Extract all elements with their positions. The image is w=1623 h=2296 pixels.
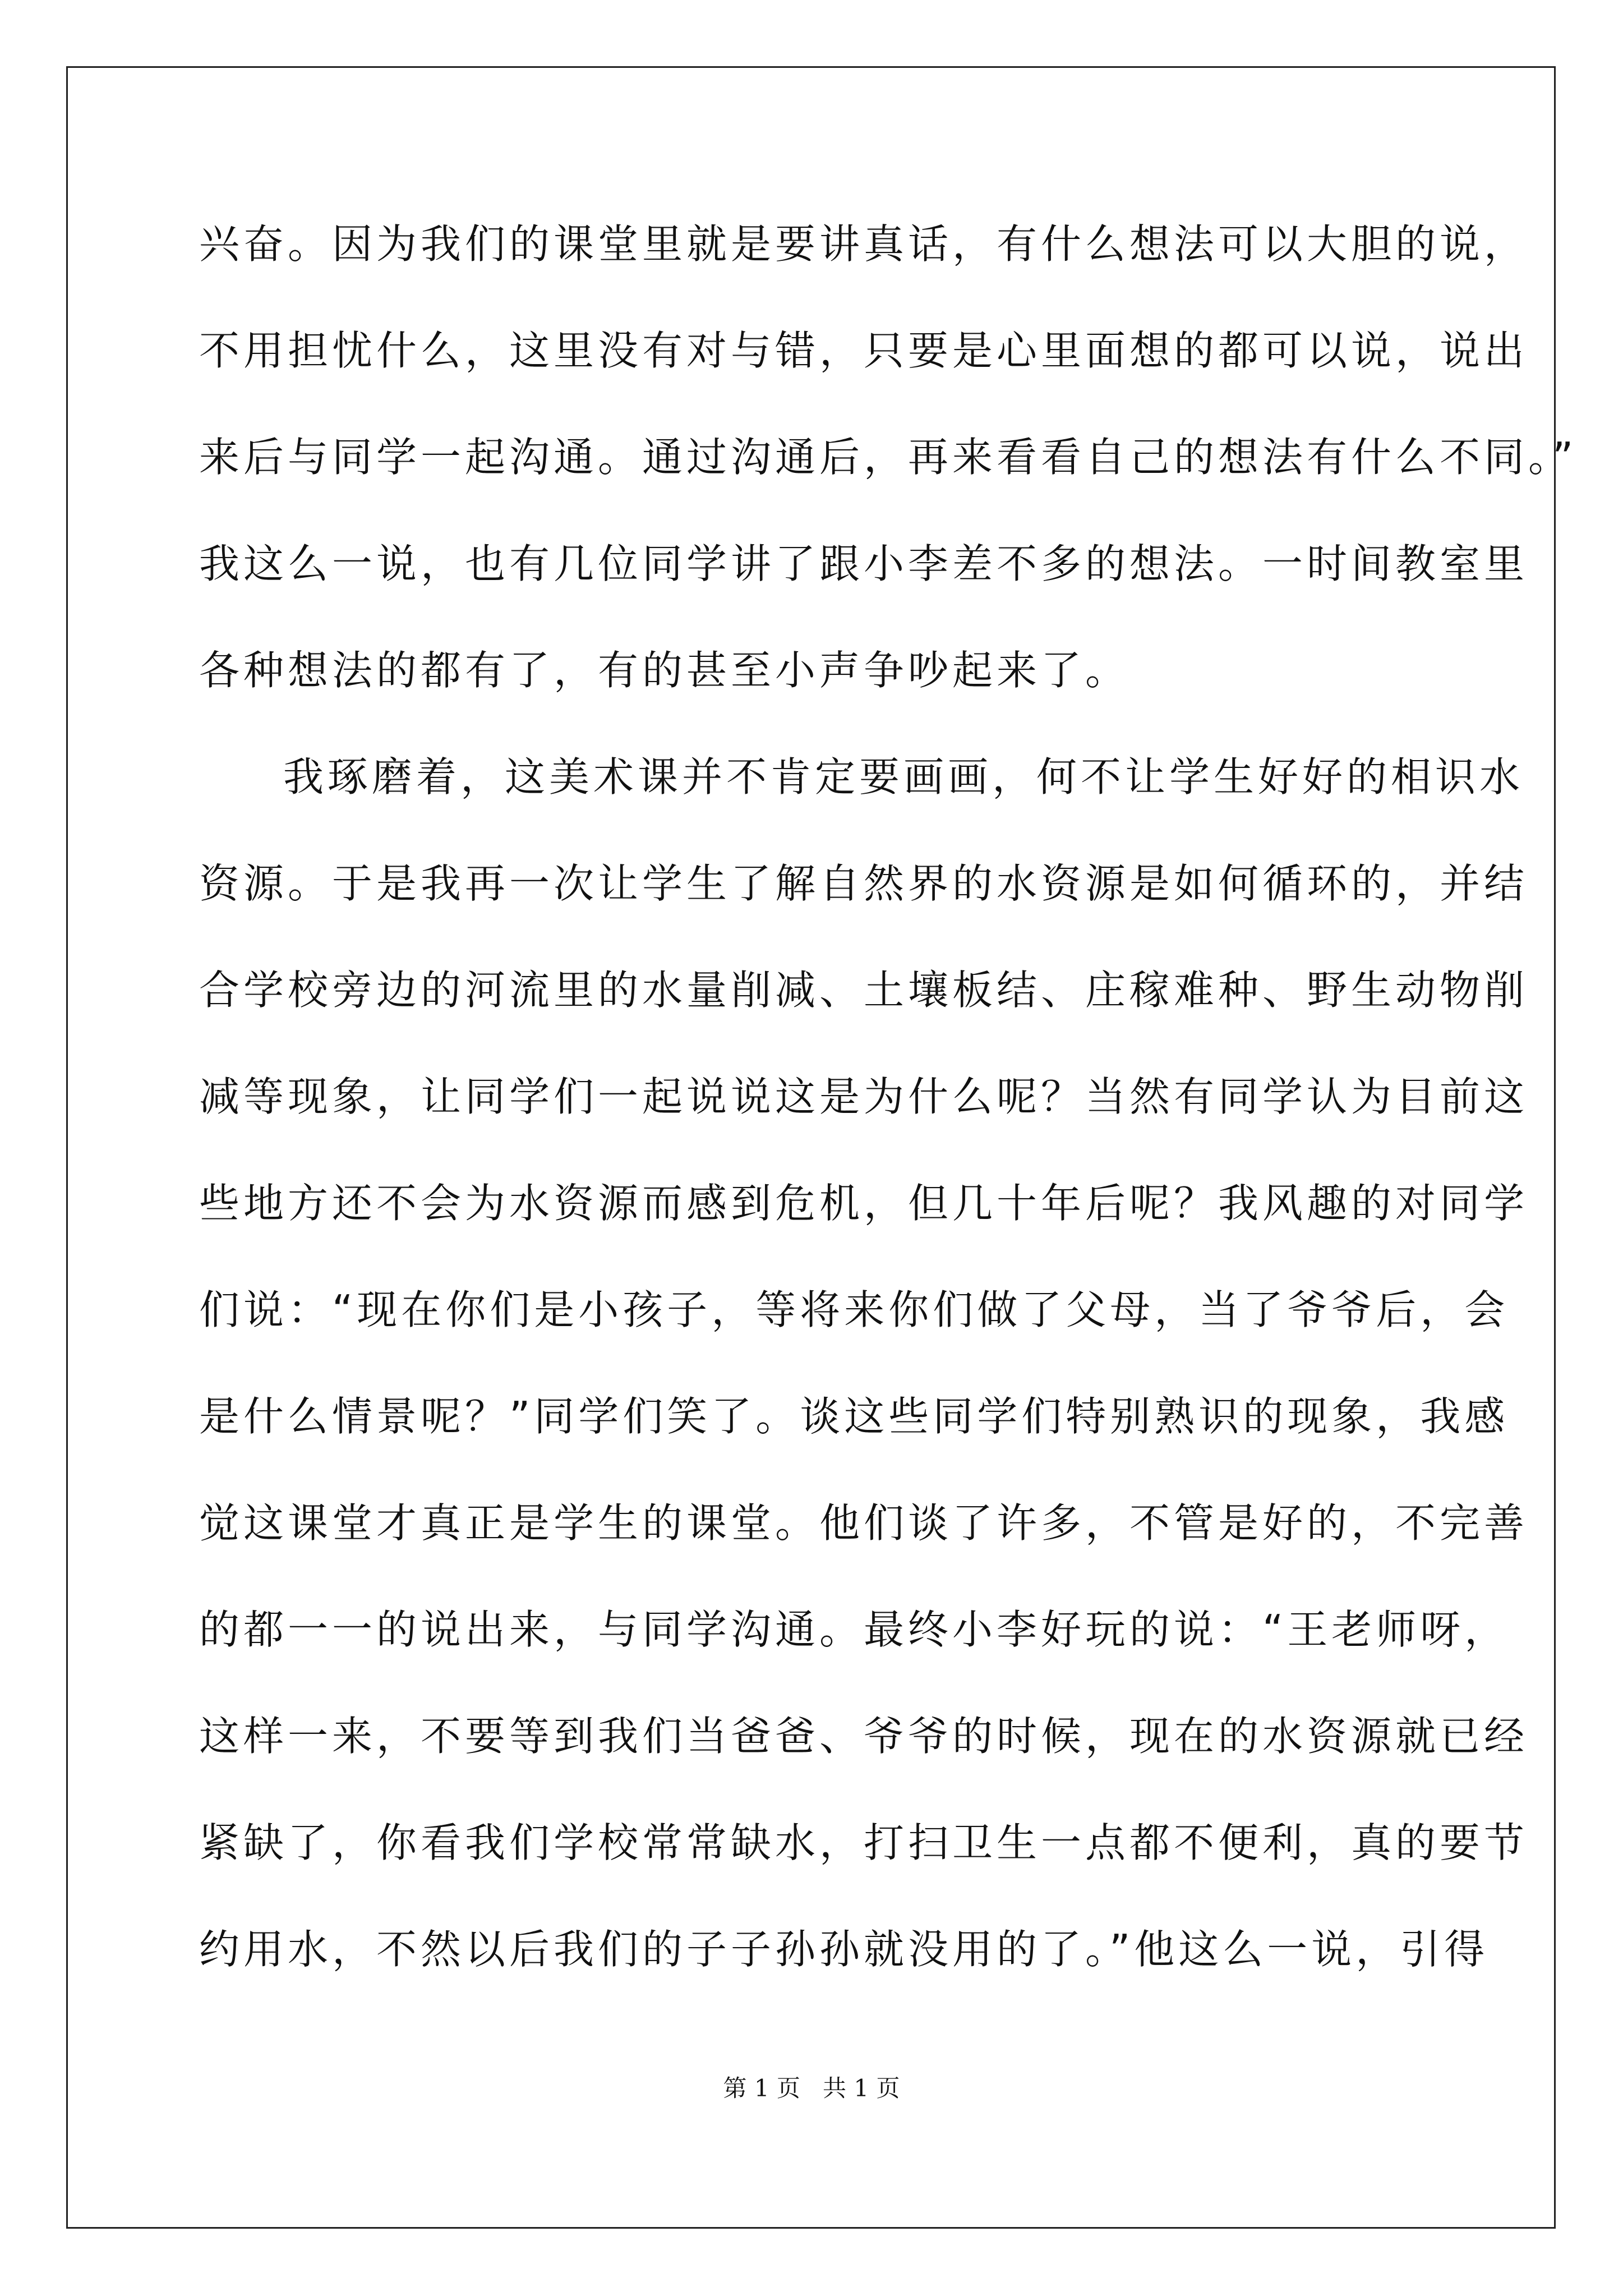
text-line: 兴奋。因为我们的课堂里就是要讲真话，有什么想法可以大胆的说， — [199, 220, 1529, 268]
text-line: 资源。于是我再一次让学生了解自然界的水资源是如何循环的，并结 — [199, 860, 1529, 907]
text-line: 我这么一说，也有几位同学讲了跟小李差不多的想法。一时间教室里 — [199, 540, 1529, 587]
text-line: 觉这课堂才真正是学生的课堂。他们谈了许多，不管是好的，不完善 — [199, 1499, 1529, 1547]
text-line: 这样一来，不要等到我们当爸爸、爷爷的时候，现在的水资源就已经 — [199, 1713, 1529, 1760]
text-line: 减等现象，让同学们一起说说这是为什么呢？当然有同学认为目前这 — [199, 1073, 1529, 1120]
text-line: 约用水，不然以后我们的子子孙孙就没用的了。”他这么一说，引得 — [199, 1926, 1489, 1973]
text-line: 的都一一的说出来，与同学沟通。最终小李好玩的说：“王老师呀， — [199, 1606, 1509, 1653]
page-number-footer: 第 1 页 共 1 页 — [723, 2074, 900, 2102]
text-line: 是什么情景呢？”同学们笑了。谈这些同学们特别熟识的现象，我感 — [199, 1393, 1509, 1440]
text-line: 各种想法的都有了，有的甚至小声争吵起来了。 — [199, 647, 1130, 694]
text-line: 合学校旁边的河流里的水量削减、土壤板结、庄稼难种、野生动物削 — [199, 967, 1529, 1014]
text-line: 们说：“现在你们是小孩子，等将来你们做了父母，当了爷爷后，会 — [199, 1286, 1509, 1333]
document-body — [199, 191, 1578, 2003]
text-line: 不用担忧什么，这里没有对与错，只要是心里面想的都可以说，说出 — [199, 327, 1529, 374]
text-line: 来后与同学一起沟通。通过沟通后，再来看看自己的想法有什么不同。” — [199, 434, 1578, 481]
text-line: 紧缺了，你看我们学校常常缺水，打扫卫生一点都不便利，真的要节 — [199, 1819, 1529, 1866]
text-line: 些地方还不会为水资源而感到危机，但几十年后呢？我风趣的对同学 — [199, 1180, 1529, 1227]
paragraph-first-line: 我琢磨着，这美术课并不肯定要画画，何不让学生好好的相识水 — [283, 753, 1524, 800]
